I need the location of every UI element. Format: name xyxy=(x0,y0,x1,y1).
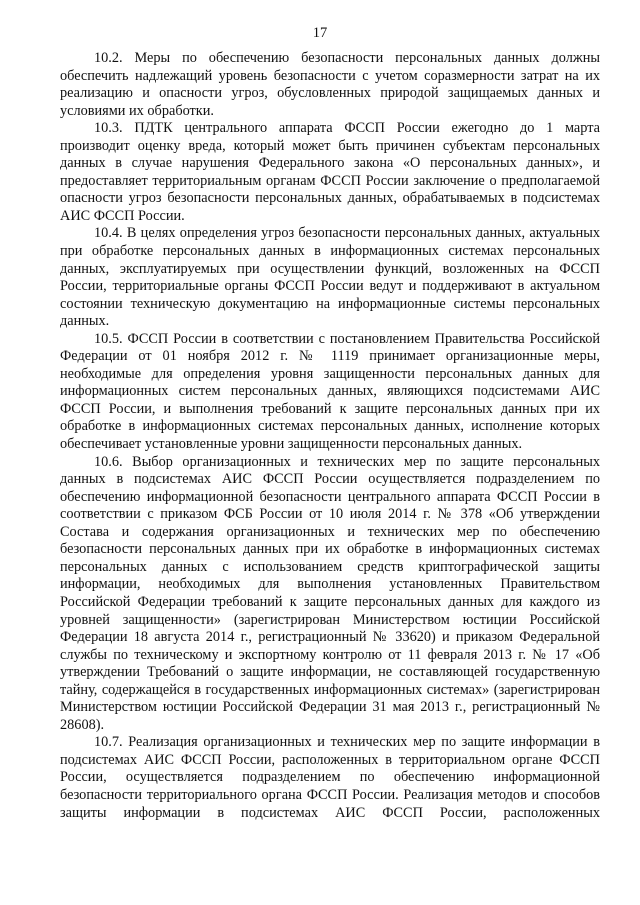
paragraph-10-2: 10.2. Меры по обеспечению безопасности персональных данных должны обеспечить надлежащий уровень безопасности с учетом соразмерности затрат на их реализацию и опасности угроз, обусловленных природой защищаемых данных и условиями их обработки. xyxy=(60,50,600,119)
paragraph-10-4: 10.4. В целях определения угроз безопасности персональных данных, актуальных при обработке персональных данных в информационных системах персональных данных, эксплуатируемых при осуществлении функций, возложенных на ФССП России, территориальные органы ФССП России ведут и поддерживают в актуальном состоянии техническую документацию на информационные системы персональных данных. xyxy=(60,225,600,330)
paragraph-10-3: 10.3. ПДТК центрального аппарата ФССП России ежегодно до 1 марта производит оценку вреда, который может быть причинен субъектам персональных данных в случае нарушения Федерального закона «О персональных данных», и предоставляет территориальным органам ФССП России заключение о предполагаемой опасности угроз безопасности персональных данных, обрабатываемых в подсистемах АИС ФССП России. xyxy=(60,120,600,224)
paragraph-10-5: 10.5. ФССП России в соответствии с постановлением Правительства Российской Федерации от 01 ноября 2012 г. № 1119 принимает организационные меры, необходимые для определения уровня защищенности персональных данных для информационных систем персональных данных, являющихся подсистемами АИС ФССП России, и выполнения требований к защите персональных данных при их обработке в информационных системах персональных данных, исполнение которых обеспечивает установленные уровни защищенности персональных данных. xyxy=(60,330,600,453)
page-number: 17 xyxy=(312,25,328,41)
document-body xyxy=(60,50,600,822)
paragraph-10-6: 10.6. Выбор организационных и технических мер по защите персональных данных в подсистемах АИС ФССП России осуществляется подразделением по обеспечению информационной безопасности центрального аппарата ФССП России в соответствии с приказом ФСБ России от 10 июля 2014 г. № 378 «Об утверждении Состава и содержания организационных и технических мер по обеспечению безопасности персональных данных при их обработке в информационных системах персональных данных с использованием средств криптографической защиты информации, необходимых для выполнения установленных Правительством Российской Федерации требований к защите персональных данных для каждого из уровней защищенности» (зарегистрирован Министерством юстиции Российской Федерации 18 августа 2014 г., регистрационный № 33620) и приказом Федеральной службы по техническому и экспортному контролю от 11 февраля 2013 г. № 17 «Об утверждении Требований о защите информации, не составляющей государственную тайну, содержащейся в государственных информационных системах» (зарегистрирован Министерством юстиции Российской Федерации 31 мая 2013 г., регистрационный № 28608). xyxy=(60,453,600,733)
paragraph-10-7: 10.7. Реализация организационных и технических мер по защите информации в подсистемах АИС ФССП России, расположенных в территориальном органе ФССП России, осуществляется подразделением по обеспечению информационной безопасности территориального органа ФССП России. Реализация методов и способов защиты информации в подсистемах АИС ФССП России, расположенных xyxy=(60,734,600,821)
